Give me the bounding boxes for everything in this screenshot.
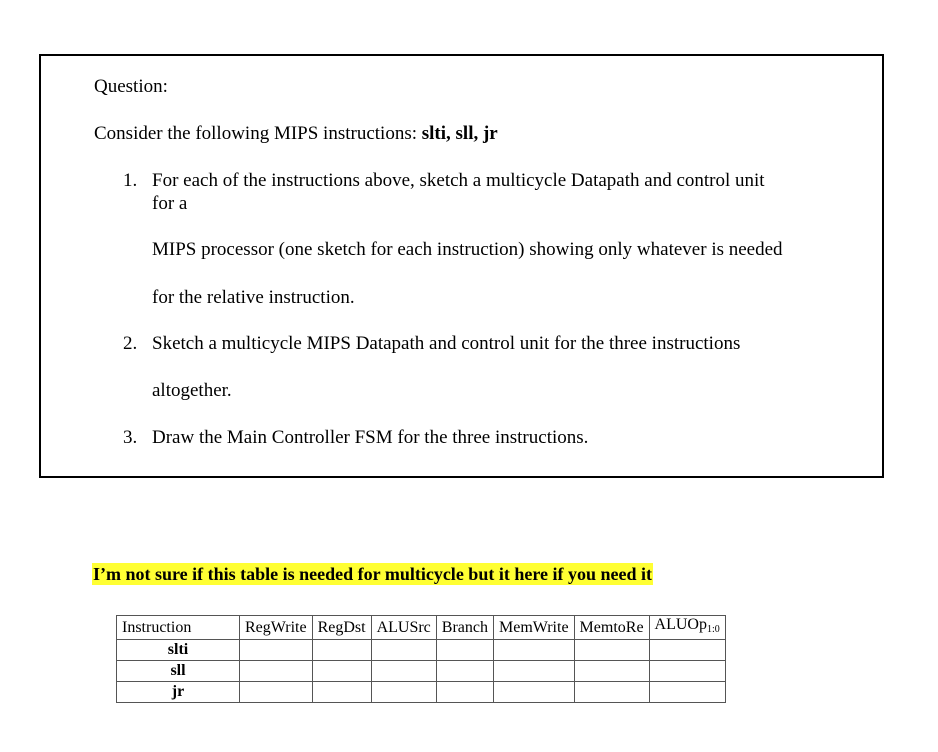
table-row: [117, 640, 726, 661]
table-cell: [371, 640, 436, 661]
table-cell: [574, 661, 649, 682]
table-row: [117, 661, 726, 682]
instruction-list: slti, sll, jr: [421, 123, 498, 144]
table-cell: [436, 682, 493, 703]
item-2-line-1: Sketch a multicycle MIPS Datapath and control unit for the three instructions: [152, 333, 741, 354]
header-aluop: ALUOp$_{1:0}$: [649, 616, 725, 640]
table-cell: [574, 640, 649, 661]
item-3-line-1: Draw the Main Controller FSM for the three instructions.: [152, 427, 589, 448]
item-1-line-4: for the relative instruction.: [152, 287, 355, 308]
table-cell: [649, 682, 725, 703]
item-number: 3.: [123, 427, 138, 448]
row-instruction-cell: sll: [117, 661, 240, 682]
item-1-line-1: For each of the instructions above, sketch a multicycle Datapath and control unit: [152, 170, 765, 191]
table-cell: [574, 682, 649, 703]
row-instruction-cell: slti: [117, 640, 240, 661]
item-1-line-3: MIPS processor (one sketch for each instruction) showing only whatever is needed: [152, 239, 783, 260]
control-signal-table: [116, 615, 726, 703]
table-cell: [493, 682, 574, 703]
header-alusrc: ALUSrc: [371, 616, 436, 640]
question-box: [39, 54, 884, 478]
table-cell: [312, 682, 371, 703]
table-header-row: [117, 616, 726, 640]
header-memtore: MemtoRe: [574, 616, 649, 640]
table-cell: [371, 661, 436, 682]
table-cell: [493, 661, 574, 682]
header-instruction: Instruction: [117, 616, 240, 640]
table-cell: [240, 640, 313, 661]
table-cell: [371, 682, 436, 703]
aluop-subscript: 1:0: [706, 624, 720, 635]
table-cell: [240, 682, 313, 703]
table-row: [117, 682, 726, 703]
table-cell: [312, 640, 371, 661]
table-cell: [436, 661, 493, 682]
table-cell: [436, 640, 493, 661]
highlighted-note: I’m not sure if this table is needed for multicycle but it here if you need it: [93, 564, 652, 584]
header-branch: Branch: [436, 616, 493, 640]
table-cell: [493, 640, 574, 661]
item-1-line-2: for a: [152, 193, 188, 214]
item-number: 1.: [123, 170, 138, 191]
item-2-line-2: altogether.: [152, 380, 232, 401]
item-number: 2.: [123, 333, 138, 354]
question-label: Question:: [94, 76, 168, 97]
question-intro: Consider the following MIPS instructions: slti, sll, jr: [94, 123, 498, 144]
header-regwrite: RegWrite: [240, 616, 313, 640]
header-regdst: RegDst: [312, 616, 371, 640]
header-memwrite: MemWrite: [493, 616, 574, 640]
table-cell: [240, 661, 313, 682]
table-cell: [312, 661, 371, 682]
row-instruction-cell: jr: [117, 682, 240, 703]
table-cell: [649, 640, 725, 661]
table-cell: [649, 661, 725, 682]
